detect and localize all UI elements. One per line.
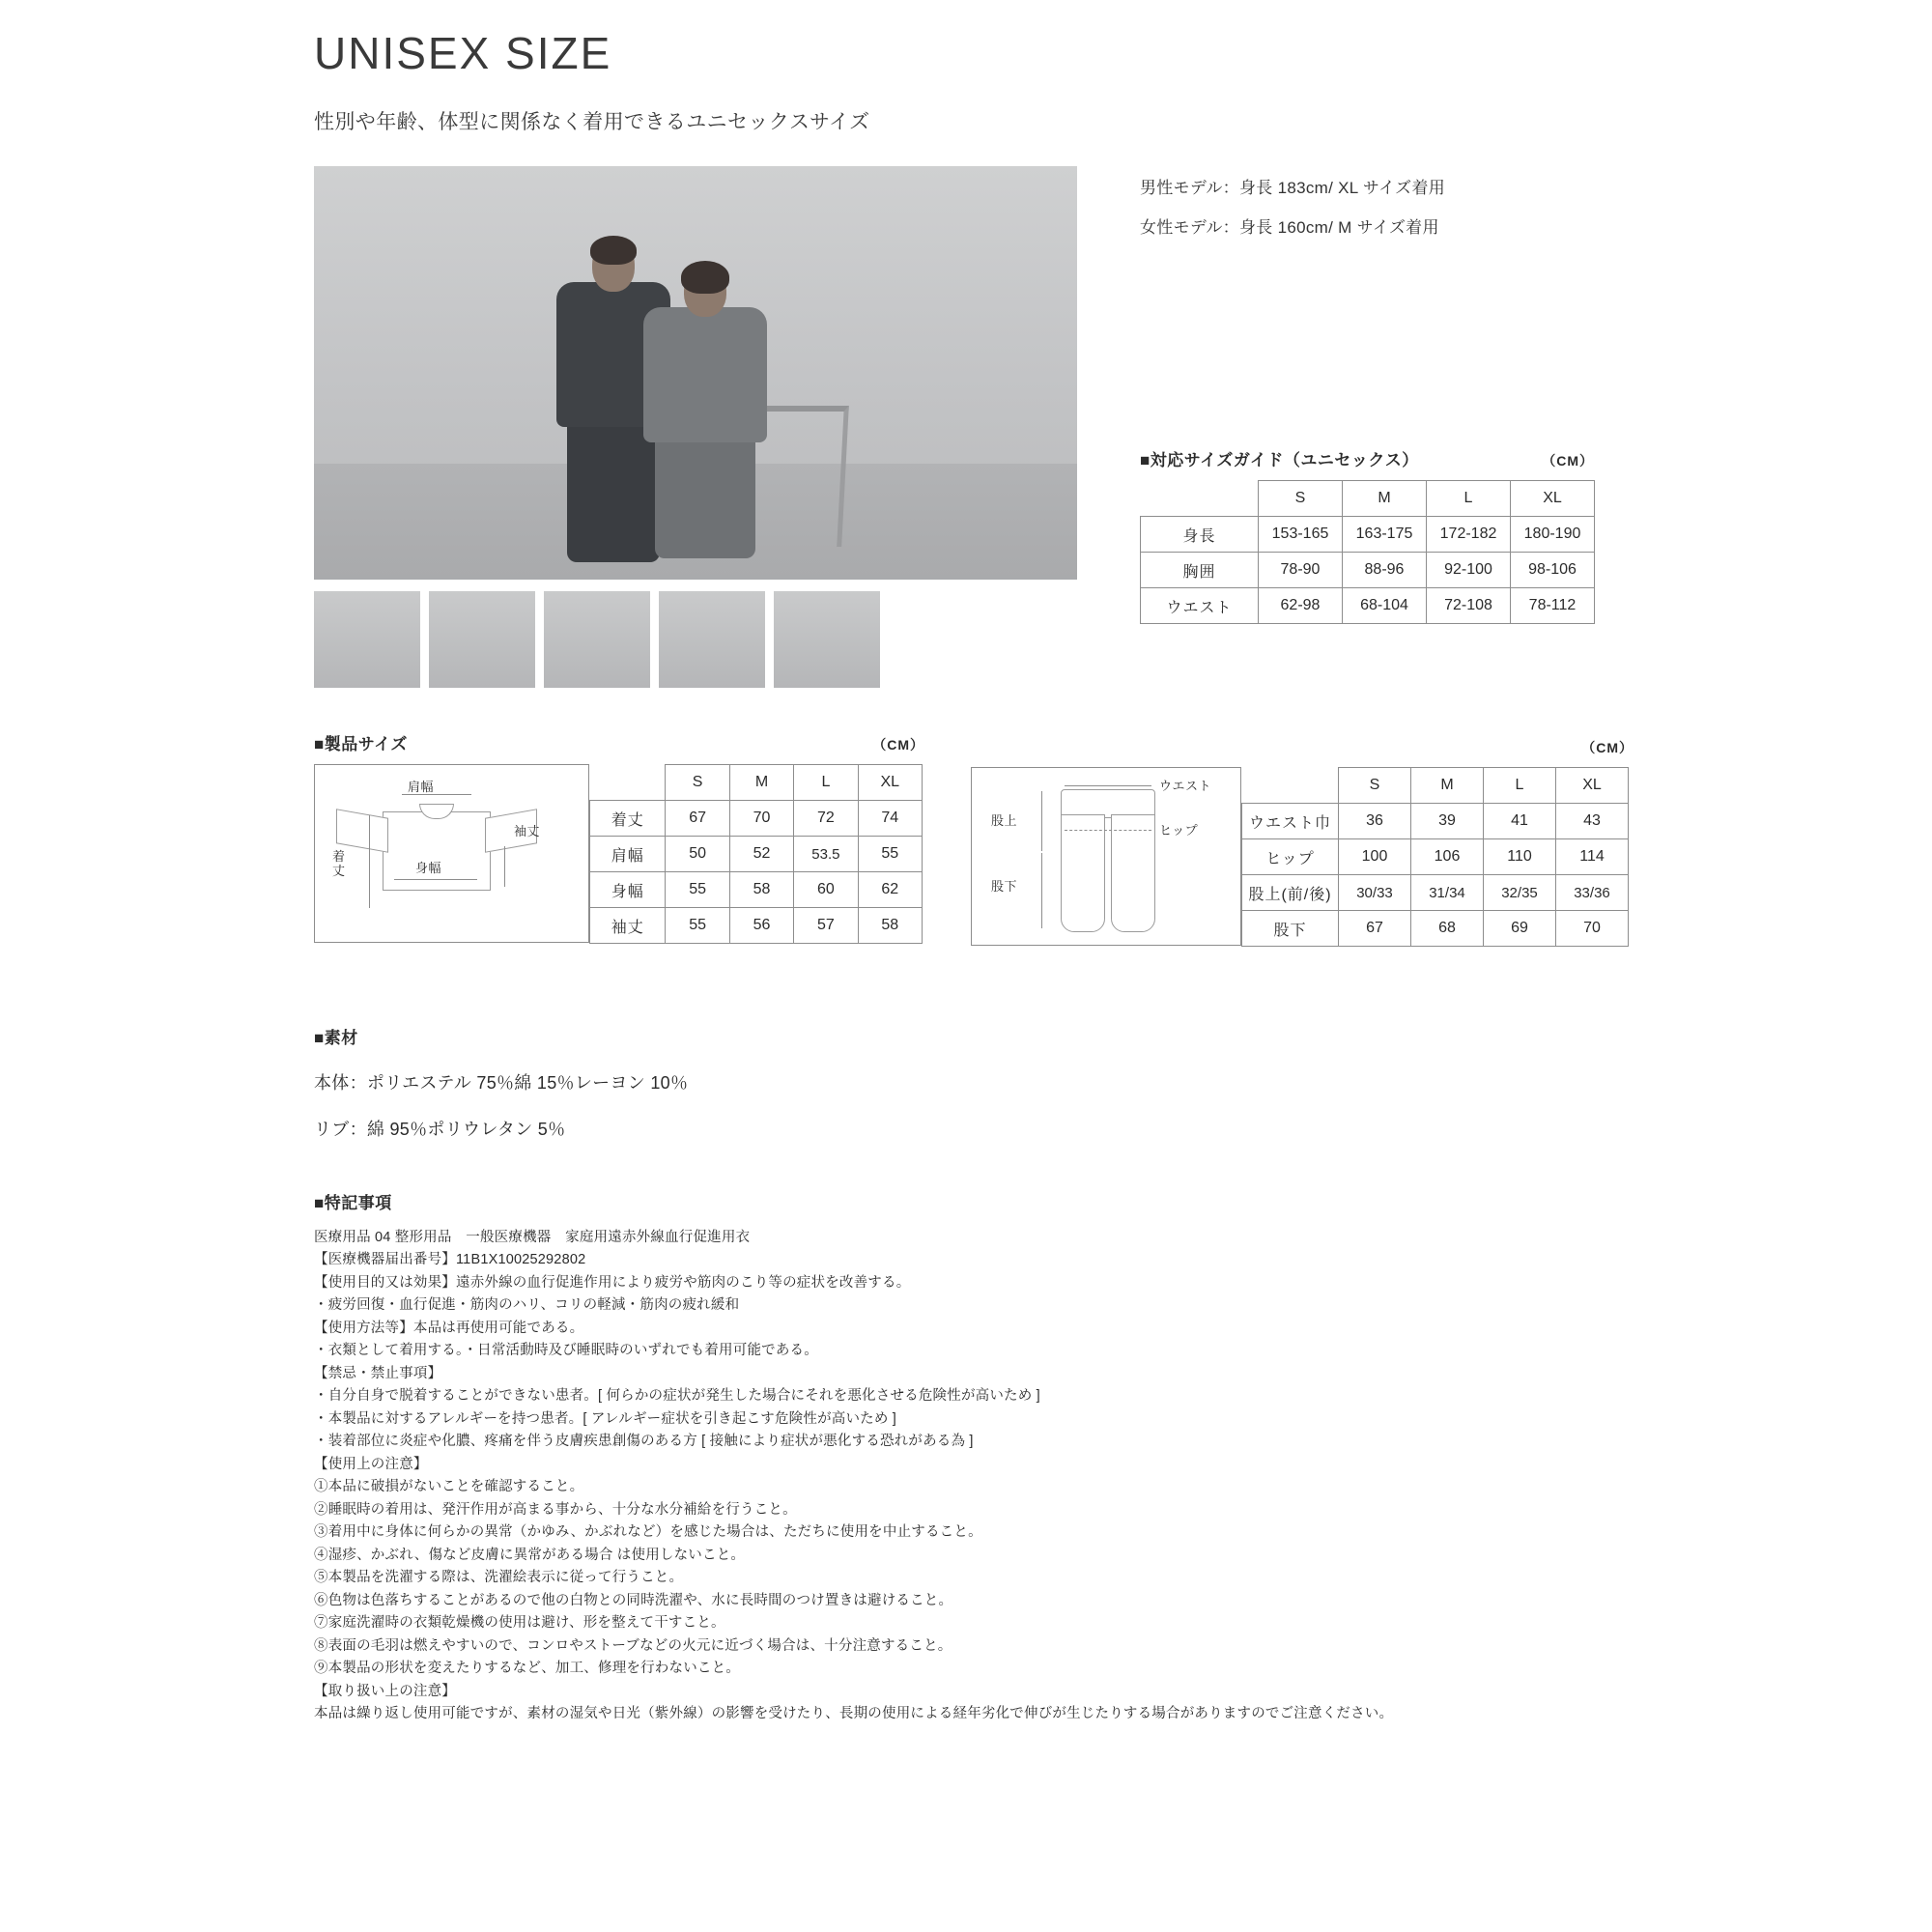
- col-xl: XL: [858, 765, 922, 801]
- table-row: [1242, 804, 1629, 839]
- size-guide-title: ■対応サイズガイド（ユニセックス）: [1140, 451, 1419, 469]
- diagram-label-inseam: 股下: [991, 879, 1018, 894]
- thumbnail-4[interactable]: [659, 591, 765, 688]
- diagram-label-hip: ヒップ: [1159, 823, 1199, 838]
- diagram-label-rise: 股上: [991, 813, 1018, 828]
- note-line: ⑨本製品の形状を変えたりするなど、加工、修理を行わないこと。: [314, 1661, 740, 1677]
- inseam-measure-line: [1041, 853, 1042, 928]
- cell: 68: [1411, 911, 1484, 947]
- cell: 41: [1484, 804, 1556, 839]
- note-line: ①本品に破損がないことを確認すること。: [314, 1479, 584, 1495]
- pants-diagram-and-table: [971, 767, 1647, 947]
- hip-measure-line: [1065, 830, 1151, 832]
- product-size-section: [314, 730, 1666, 981]
- thumbnail-5[interactable]: [774, 591, 880, 688]
- note-line: ・本製品に対するアレルギーを持つ患者。[ アレルギー症状を引き起こす危険性が高いため ]: [314, 1410, 897, 1427]
- female-hair: [681, 261, 729, 294]
- corner-cell: [590, 765, 666, 801]
- note-line: ・衣類として着用する。・日常活動時及び睡眠時のいずれでも着用可能である。: [314, 1343, 818, 1359]
- cell: 62-98: [1259, 588, 1343, 624]
- cell: 31/34: [1411, 875, 1484, 911]
- cell: 70: [729, 801, 793, 837]
- note-line: ③着用中に身体に何らかの異常（かゆみ、かぶれなど）を感じた場合は、ただちに使用を中止すること。: [314, 1524, 982, 1541]
- pants-size-table: [1241, 767, 1629, 947]
- cell: 106: [1411, 839, 1484, 875]
- material-line-body: 本体：ポリエステル 75％綿 15％レーヨン 10％: [314, 1073, 689, 1093]
- row-label: 股下: [1242, 911, 1339, 947]
- notes-section: [314, 1189, 1666, 1726]
- row-label: ウエスト: [1141, 588, 1259, 624]
- note-line: 本品は繰り返し使用可能ですが、素材の湿気や日光（紫外線）の影響を受けたり、長期の使用による経年劣化で伸びが生じたりする場合がありますのでご注意ください。: [314, 1706, 1394, 1722]
- row-label: ヒップ: [1242, 839, 1339, 875]
- page-title: UNISEX SIZE: [314, 28, 612, 78]
- hero-photo: [314, 166, 1077, 580]
- col-l: L: [1484, 768, 1556, 804]
- cell: 58: [858, 908, 922, 944]
- female-top: [643, 307, 767, 442]
- cell: 56: [729, 908, 793, 944]
- cell: 67: [666, 801, 729, 837]
- col-s: S: [1259, 481, 1343, 517]
- cell: 172-182: [1427, 517, 1511, 553]
- cell: 62: [858, 872, 922, 908]
- female-pants: [655, 433, 755, 558]
- note-line: 【医療機器届出番号】11B1X10025292802: [314, 1252, 586, 1268]
- row-label: 身幅: [590, 872, 666, 908]
- cell: 69: [1484, 911, 1556, 947]
- diagram-label-waist: ウエスト: [1159, 779, 1212, 793]
- note-line: 【禁忌・禁止事項】: [314, 1365, 442, 1381]
- material-title: ■素材: [314, 1029, 358, 1047]
- diagram-label-bodywidth: 身幅: [415, 861, 442, 875]
- product-size-header: [314, 730, 924, 754]
- thumbnail-1[interactable]: [314, 591, 420, 688]
- col-xl: XL: [1556, 768, 1629, 804]
- cell: 32/35: [1484, 875, 1556, 911]
- table-row: [1242, 839, 1629, 875]
- table-row: [1141, 517, 1595, 553]
- diagram-label-shoulder: 肩幅: [408, 780, 435, 794]
- model-note-female: 女性モデル：身長 160cm/ M サイズ着用: [1140, 218, 1439, 237]
- thumbnail-2[interactable]: [429, 591, 535, 688]
- cell: 57: [794, 908, 858, 944]
- cell: 55: [666, 908, 729, 944]
- note-line: ・疲労回復・血行促進・筋肉のハリ、コリの軽減・筋肉の疲れ緩和: [314, 1297, 740, 1314]
- cell: 78-90: [1259, 553, 1343, 588]
- note-line: ⑤本製品を洗濯する際は、洗濯絵表示に従って行うこと。: [314, 1570, 684, 1586]
- table-row: [1141, 553, 1595, 588]
- table-row: [1242, 875, 1629, 911]
- col-l: L: [1427, 481, 1511, 517]
- product-size-top-block: [314, 730, 942, 944]
- pants-right-leg: [1111, 814, 1155, 932]
- hero-section: [314, 166, 1666, 616]
- cell: 33/36: [1556, 875, 1629, 911]
- content-column: [314, 0, 1666, 1726]
- table-header-row: [1141, 481, 1595, 517]
- photo-female-model: [633, 257, 778, 547]
- length-measure-line: [369, 815, 370, 908]
- top-garment-diagram: [314, 764, 589, 943]
- pants-size-unit: （CM）: [1581, 740, 1634, 755]
- cell: 50: [666, 837, 729, 872]
- rise-measure-line: [1041, 791, 1042, 851]
- col-s: S: [1339, 768, 1411, 804]
- cell: 110: [1484, 839, 1556, 875]
- shirt-left-sleeve: [336, 809, 388, 853]
- note-line: ・自分自身で脱着することができない患者。[ 何らかの症状が発生した場合にそれを悪化させる危険性が高いため ]: [314, 1388, 1040, 1405]
- note-line: ⑦家庭洗濯時の衣類乾燥機の使用は避け、形を整えて干すこと。: [314, 1615, 725, 1632]
- table-row: [590, 872, 923, 908]
- male-hair: [590, 236, 637, 265]
- cell: 114: [1556, 839, 1629, 875]
- corner-cell: [1141, 481, 1259, 517]
- cell: 72-108: [1427, 588, 1511, 624]
- note-line: ④湿疹、かぶれ、傷など皮膚に異常がある場合 は使用しないこと。: [314, 1547, 746, 1563]
- waist-measure-line: [1065, 785, 1151, 786]
- pants-size-header: [971, 738, 1634, 757]
- diagram-label-sleeve: 袖丈: [514, 824, 541, 838]
- notes-title: ■特記事項: [314, 1194, 392, 1212]
- cell: 52: [729, 837, 793, 872]
- note-line: ②睡眠時の着用は、発汗作用が高まる事から、十分な水分補給を行うこと。: [314, 1501, 797, 1518]
- sleeve-measure-line: [504, 846, 505, 887]
- table-header-row: [1242, 768, 1629, 804]
- material-section: [314, 1024, 1666, 1141]
- cell: 72: [794, 801, 858, 837]
- cell: 153-165: [1259, 517, 1343, 553]
- col-s: S: [666, 765, 729, 801]
- product-size-unit: （CM）: [872, 737, 924, 753]
- cell: 100: [1339, 839, 1411, 875]
- cell: 43: [1556, 804, 1629, 839]
- cell: 55: [858, 837, 922, 872]
- col-l: L: [794, 765, 858, 801]
- model-notes: [1140, 174, 1642, 253]
- corner-cell: [1242, 768, 1339, 804]
- size-guide-header: [1140, 446, 1594, 470]
- col-m: M: [1411, 768, 1484, 804]
- cell: 55: [666, 872, 729, 908]
- cell: 30/33: [1339, 875, 1411, 911]
- note-line: ・装着部位に炎症や化膿、疼痛を伴う皮膚疾患創傷のある方 [ 接触により症状が悪化する恐れがある為 ]: [314, 1434, 974, 1450]
- table-row: [590, 908, 923, 944]
- note-line: ⑥色物は色落ちすることがあるので他の白物との同時洗濯や、水に長時間のつけ置きは避けること。: [314, 1592, 953, 1608]
- cell: 92-100: [1427, 553, 1511, 588]
- table-row: [590, 801, 923, 837]
- note-line: 【使用方法等】本品は再使用可能である。: [314, 1320, 584, 1336]
- row-label: 袖丈: [590, 908, 666, 944]
- note-line: 【取り扱い上の注意】: [314, 1683, 456, 1699]
- cell: 88-96: [1343, 553, 1427, 588]
- row-label: 肩幅: [590, 837, 666, 872]
- row-label: 胸囲: [1141, 553, 1259, 588]
- table-row: [590, 837, 923, 872]
- thumbnail-3[interactable]: [544, 591, 650, 688]
- note-line: ⑧表面の毛羽は燃えやすいので、コンロやストーブなどの火元に近づく場合は、十分注意すること。: [314, 1637, 952, 1654]
- note-line: 医療用品 04 整形用品 一般医療機器 家庭用遠赤外線血行促進用衣: [314, 1230, 751, 1245]
- note-line: 【使用上の注意】: [314, 1456, 428, 1472]
- cell: 163-175: [1343, 517, 1427, 553]
- row-label: 股上(前/後): [1242, 875, 1339, 911]
- diagram-label-length: 着丈: [332, 849, 346, 878]
- cell: 53.5: [794, 837, 858, 872]
- top-diagram-and-table: [314, 764, 942, 944]
- col-m: M: [1343, 481, 1427, 517]
- pants-left-leg: [1061, 814, 1105, 932]
- thumbnail-strip: [314, 591, 1666, 688]
- pants-diagram: [971, 767, 1241, 946]
- width-measure-line: [394, 879, 477, 880]
- cell: 78-112: [1511, 588, 1595, 624]
- top-size-table: [589, 764, 923, 944]
- cell: 180-190: [1511, 517, 1595, 553]
- page-subtitle: 性別や年齢、体型に関係なく着用できるユニセックスサイズ: [314, 111, 870, 133]
- cell: 98-106: [1511, 553, 1595, 588]
- note-line: 【使用目的又は効果】遠赤外線の血行促進作用により疲労や筋肉のこり等の症状を改善する。: [314, 1274, 911, 1291]
- cell: 67: [1339, 911, 1411, 947]
- cell: 60: [794, 872, 858, 908]
- row-label: 着丈: [590, 801, 666, 837]
- row-label: 身長: [1141, 517, 1259, 553]
- row-label: ウエスト巾: [1242, 804, 1339, 839]
- table-row: [1242, 911, 1629, 947]
- cell: 39: [1411, 804, 1484, 839]
- material-line-rib: リブ：綿 95％ポリウレタン 5％: [314, 1120, 566, 1139]
- product-size-title: ■製品サイズ: [314, 735, 408, 753]
- size-guide-unit: （CM）: [1542, 453, 1594, 469]
- table-header-row: [590, 765, 923, 801]
- col-xl: XL: [1511, 481, 1595, 517]
- cell: 36: [1339, 804, 1411, 839]
- cell: 70: [1556, 911, 1629, 947]
- cell: 74: [858, 801, 922, 837]
- cell: 68-104: [1343, 588, 1427, 624]
- cell: 58: [729, 872, 793, 908]
- product-size-pants-block: [971, 738, 1647, 947]
- model-note-male: 男性モデル：身長 183cm/ XL サイズ着用: [1140, 179, 1446, 197]
- col-m: M: [729, 765, 793, 801]
